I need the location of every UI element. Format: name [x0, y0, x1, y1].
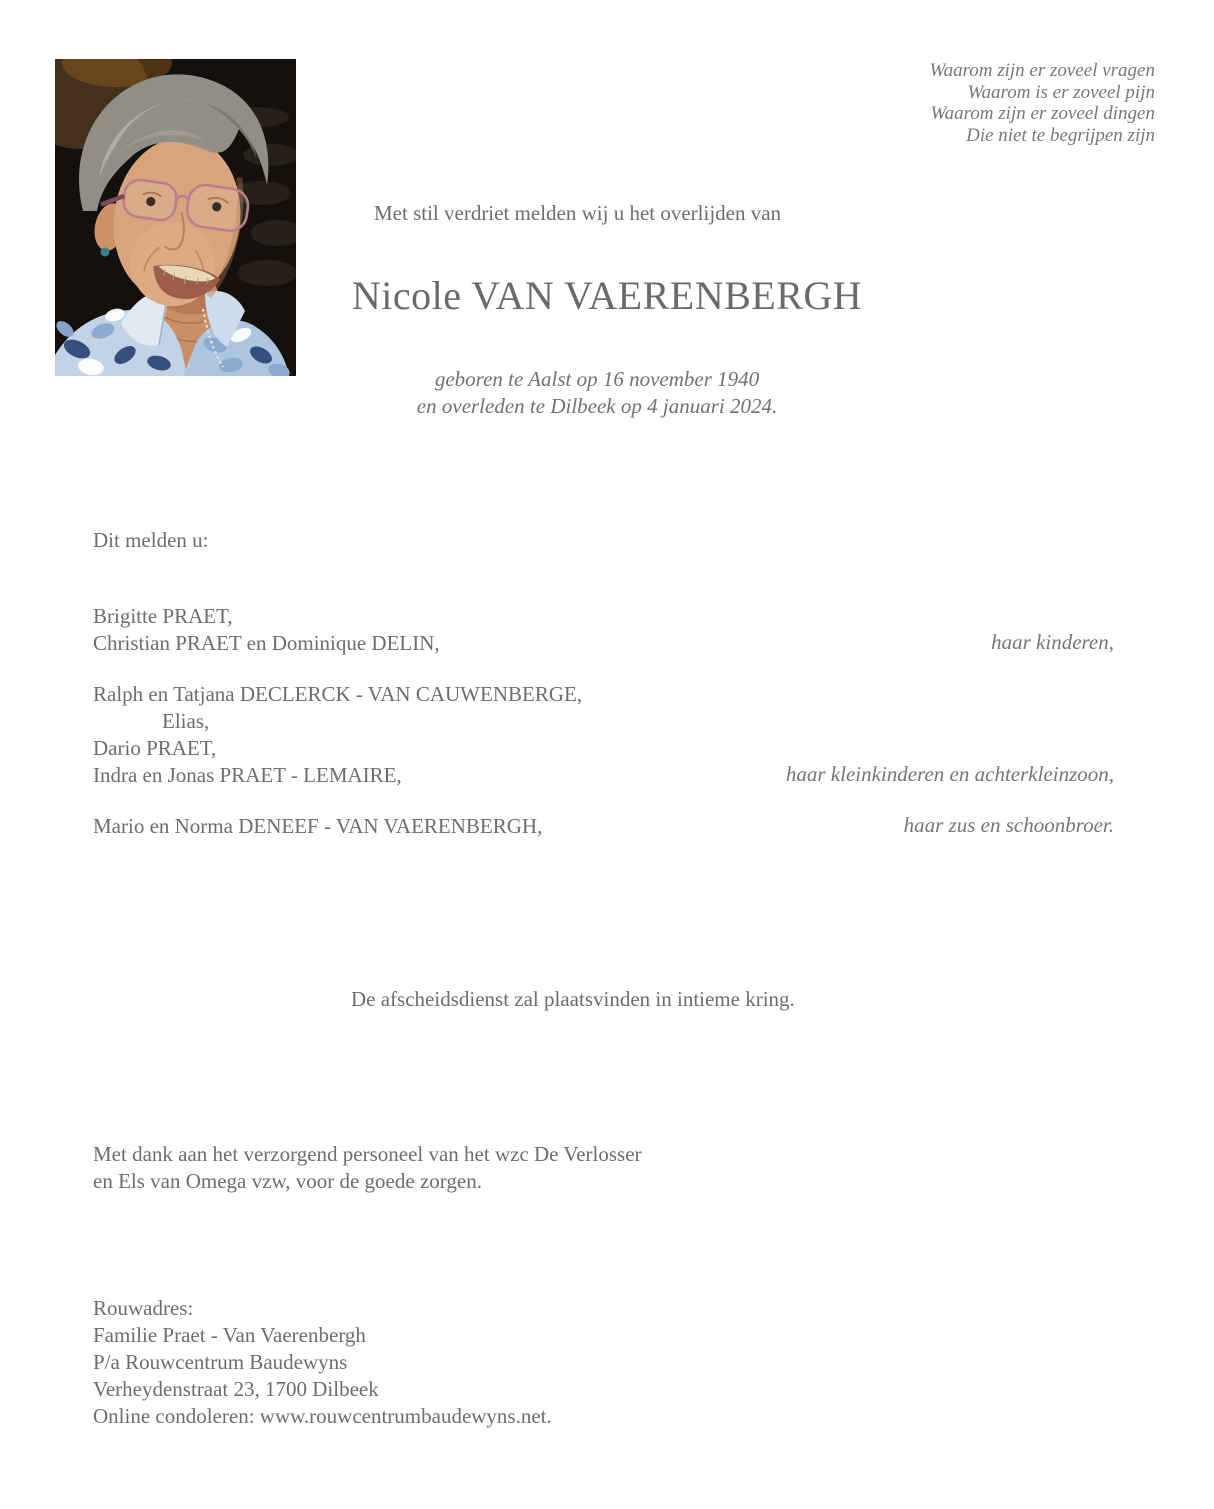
deceased-name: Nicole VAN VAERENBERGH — [351, 273, 863, 318]
thanks-block — [93, 1141, 642, 1195]
relation-label-children: haar kinderen, — [991, 630, 1114, 654]
relation-label-sister: haar zus en schoonbroer. — [903, 813, 1114, 837]
family-member-line: Mario en Norma DENEEF - VAN VAERENBERGH, — [93, 814, 543, 838]
mourning-address-block — [93, 1295, 552, 1430]
mourning-address-street: Verheydenstraat 23, 1700 Dilbeek — [93, 1377, 379, 1401]
verse-line: Waarom zijn er zoveel dingen — [930, 103, 1155, 125]
family-member-line: Brigitte PRAET, — [93, 604, 233, 628]
birth-death-block — [300, 366, 894, 419]
verse-line: Waarom is er zoveel pijn — [967, 81, 1155, 103]
service-line: De afscheidsdienst zal plaatsvinden in intieme kring. — [351, 987, 795, 1011]
family-member-line: Ralph en Tatjana DECLERCK - VAN CAUWENBERGE, — [93, 682, 583, 706]
thanks-line: en Els van Omega vzw, voor de goede zorgen. — [93, 1169, 482, 1193]
verse-line: Waarom zijn er zoveel vragen — [929, 60, 1155, 81]
portrait-photo-image — [55, 59, 296, 376]
thanks-line: Met dank aan het verzorgend personeel van het wzc De Verlosser — [93, 1142, 642, 1166]
portrait-photo — [55, 59, 296, 376]
verse-line: Die niet te begrijpen zijn — [966, 124, 1155, 146]
mourning-address-family: Familie Praet - Van Vaerenbergh — [93, 1323, 366, 1347]
family-member-line: Indra en Jonas PRAET - LEMAIRE, — [93, 763, 402, 787]
mourning-address-condolence-website: Online condoleren: www.rouwcentrumbaudewyns.net. — [93, 1404, 552, 1428]
death-line: en overleden te Dilbeek op 4 januari 2024. — [416, 393, 778, 418]
memorial-verse — [929, 60, 1155, 146]
notify-intro: Dit melden u: — [93, 528, 209, 552]
announcement-line: Met stil verdriet melden wij u het overlijden van — [374, 201, 782, 225]
family-member-line: Christian PRAET en Dominique DELIN, — [93, 631, 440, 655]
family-member-line: Dario PRAET, — [93, 736, 217, 760]
family-member-line: Elias, — [162, 709, 210, 733]
relation-label-grandchildren: haar kleinkinderen en achterkleinzoon, — [785, 762, 1114, 786]
mourning-address-label: Rouwadres: — [93, 1296, 194, 1320]
birth-line: geboren te Aalst op 16 november 1940 — [434, 367, 760, 391]
mourning-address-funeral-home: P/a Rouwcentrum Baudewyns — [93, 1350, 348, 1374]
